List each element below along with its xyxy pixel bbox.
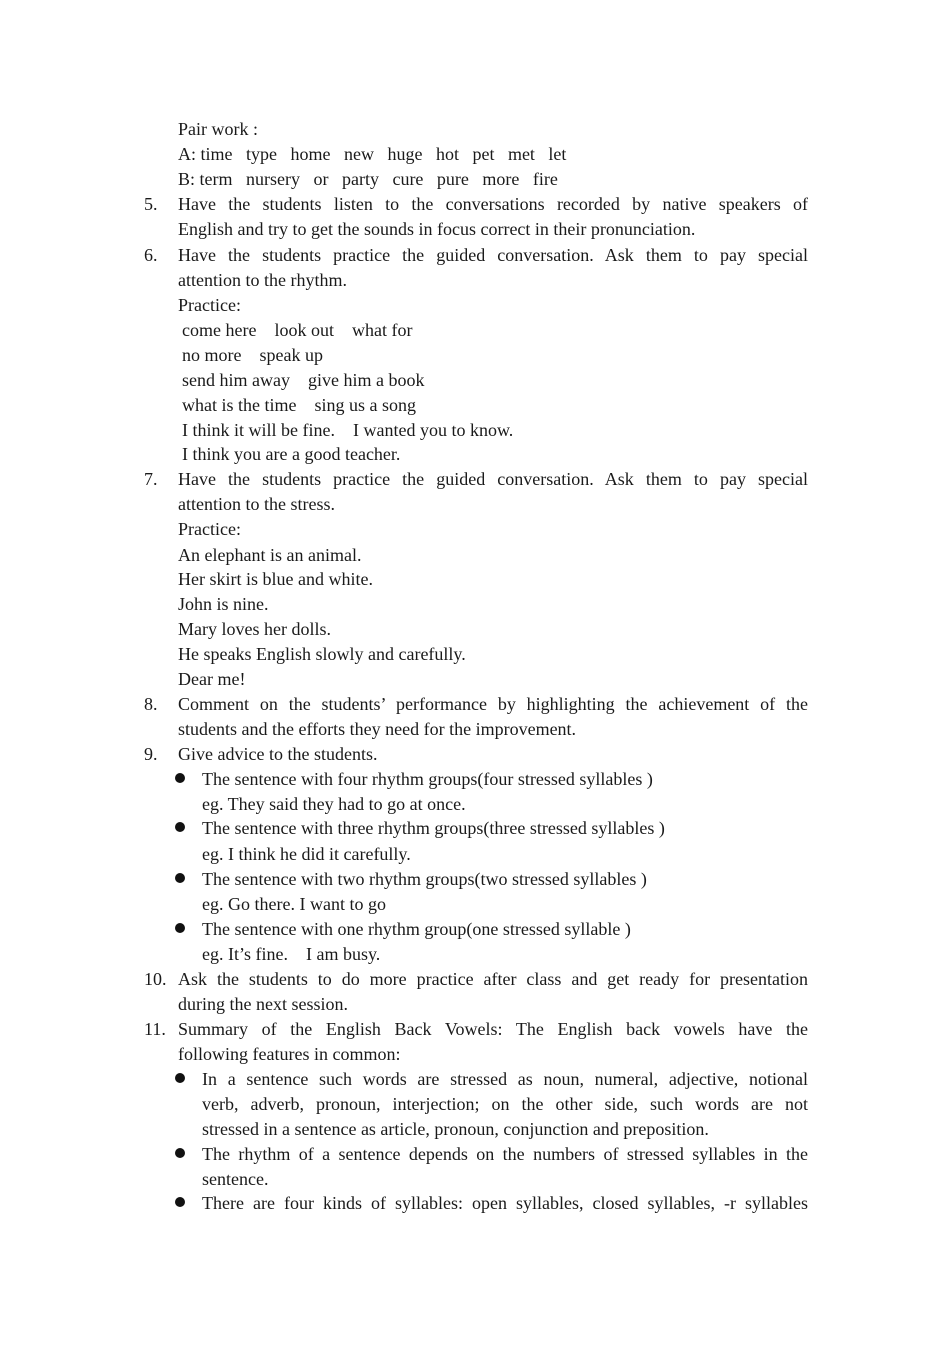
item-8-line-2: students and the efforts they need for the improvement. <box>178 719 577 739</box>
advice-bullet-3: The sentence with two rhythm groups(two stressed syllables ) <box>202 869 647 889</box>
item-7-practice-label: Practice: <box>178 519 241 539</box>
bullet-dot <box>175 873 185 883</box>
bullet-dot <box>175 822 185 832</box>
advice-bullet-2: The sentence with three rhythm groups(three stressed syllables ) <box>202 818 665 838</box>
item-number-11: 11. <box>144 1019 166 1039</box>
advice-bullet-4: The sentence with one rhythm group(one stressed syllable ) <box>202 919 631 939</box>
item-6-line-2: attention to the rhythm. <box>178 270 347 290</box>
item-6-practice-4: what is the time sing us a song <box>182 395 416 415</box>
item-11-line-2: following features in common: <box>178 1044 401 1064</box>
item-7-practice-2: Her skirt is blue and white. <box>178 569 373 589</box>
item-number-5: 5. <box>144 194 158 214</box>
item-10-line-2: during the next session. <box>178 994 348 1014</box>
item-number-9: 9. <box>144 744 158 764</box>
item-7-line-2: attention to the stress. <box>178 494 335 514</box>
item-6-practice-5: I think it will be fine. I wanted you to know. <box>182 420 514 440</box>
feature-bullet-2-line-2: sentence. <box>202 1169 269 1189</box>
bullet-dot <box>175 1197 185 1207</box>
item-8-line-1: Comment on the students’ performance by highlighting the achievement of the <box>178 694 808 714</box>
advice-bullet-1-example: eg. They said they had to go at once. <box>202 794 466 814</box>
bullet-dot <box>175 1073 185 1083</box>
feature-bullet-1-line-3: stressed in a sentence as article, pronoun, conjunction and preposition. <box>202 1119 709 1139</box>
bullet-dot <box>175 773 185 783</box>
item-6-practice-3: send him away give him a book <box>182 370 425 390</box>
item-6-practice-1: come here look out what for <box>182 320 413 340</box>
item-7-practice-5: He speaks English slowly and carefully. <box>178 644 466 664</box>
feature-bullet-2-line-1: The rhythm of a sentence depends on the numbers of stressed syllables in the <box>202 1144 808 1164</box>
item-7-practice-4: Mary loves her dolls. <box>178 619 331 639</box>
item-5-line-1: Have the students listen to the conversations recorded by native speakers of <box>178 194 808 214</box>
pair-work-label: Pair work : <box>178 119 258 139</box>
item-7-line-1: Have the students practice the guided conversation. Ask them to pay special <box>178 469 808 489</box>
item-7-practice-6: Dear me! <box>178 669 246 689</box>
advice-bullet-1: The sentence with four rhythm groups(four stressed syllables ) <box>202 769 653 789</box>
item-11-line-1: Summary of the English Back Vowels: The English back vowels have the <box>178 1019 808 1039</box>
item-6-practice-label: Practice: <box>178 295 241 315</box>
advice-bullet-4-example: eg. It’s fine. I am busy. <box>202 944 381 964</box>
item-9-line-1: Give advice to the students. <box>178 744 378 764</box>
item-5-line-2: English and try to get the sounds in focus correct in their pronunciation. <box>178 219 696 239</box>
bullet-dot <box>175 923 185 933</box>
item-7-practice-3: John is nine. <box>178 594 269 614</box>
item-number-7: 7. <box>144 469 158 489</box>
item-7-practice-1: An elephant is an animal. <box>178 545 362 565</box>
pair-work-line-b: B: term nursery or party cure pure more fire <box>178 169 558 189</box>
feature-bullet-3-line-1: There are four kinds of syllables: open syllables, closed syllables, -r syllables <box>202 1193 808 1213</box>
item-number-6: 6. <box>144 245 158 265</box>
feature-bullet-1-line-2: verb, adverb, pronoun, interjection; on the other side, such words are not <box>202 1094 808 1114</box>
item-6-practice-2: no more speak up <box>182 345 323 365</box>
item-number-10: 10. <box>144 969 167 989</box>
feature-bullet-1-line-1: In a sentence such words are stressed as noun, numeral, adjective, notional <box>202 1069 808 1089</box>
item-6-line-1: Have the students practice the guided conversation. Ask them to pay special <box>178 245 808 265</box>
pair-work-line-a: A: time type home new huge hot pet met let <box>178 144 567 164</box>
advice-bullet-3-example: eg. Go there. I want to go <box>202 894 386 914</box>
item-6-practice-6: I think you are a good teacher. <box>182 444 401 464</box>
item-number-8: 8. <box>144 694 158 714</box>
advice-bullet-2-example: eg. I think he did it carefully. <box>202 844 411 864</box>
bullet-dot <box>175 1148 185 1158</box>
item-10-line-1: Ask the students to do more practice after class and get ready for presentation <box>178 969 808 989</box>
